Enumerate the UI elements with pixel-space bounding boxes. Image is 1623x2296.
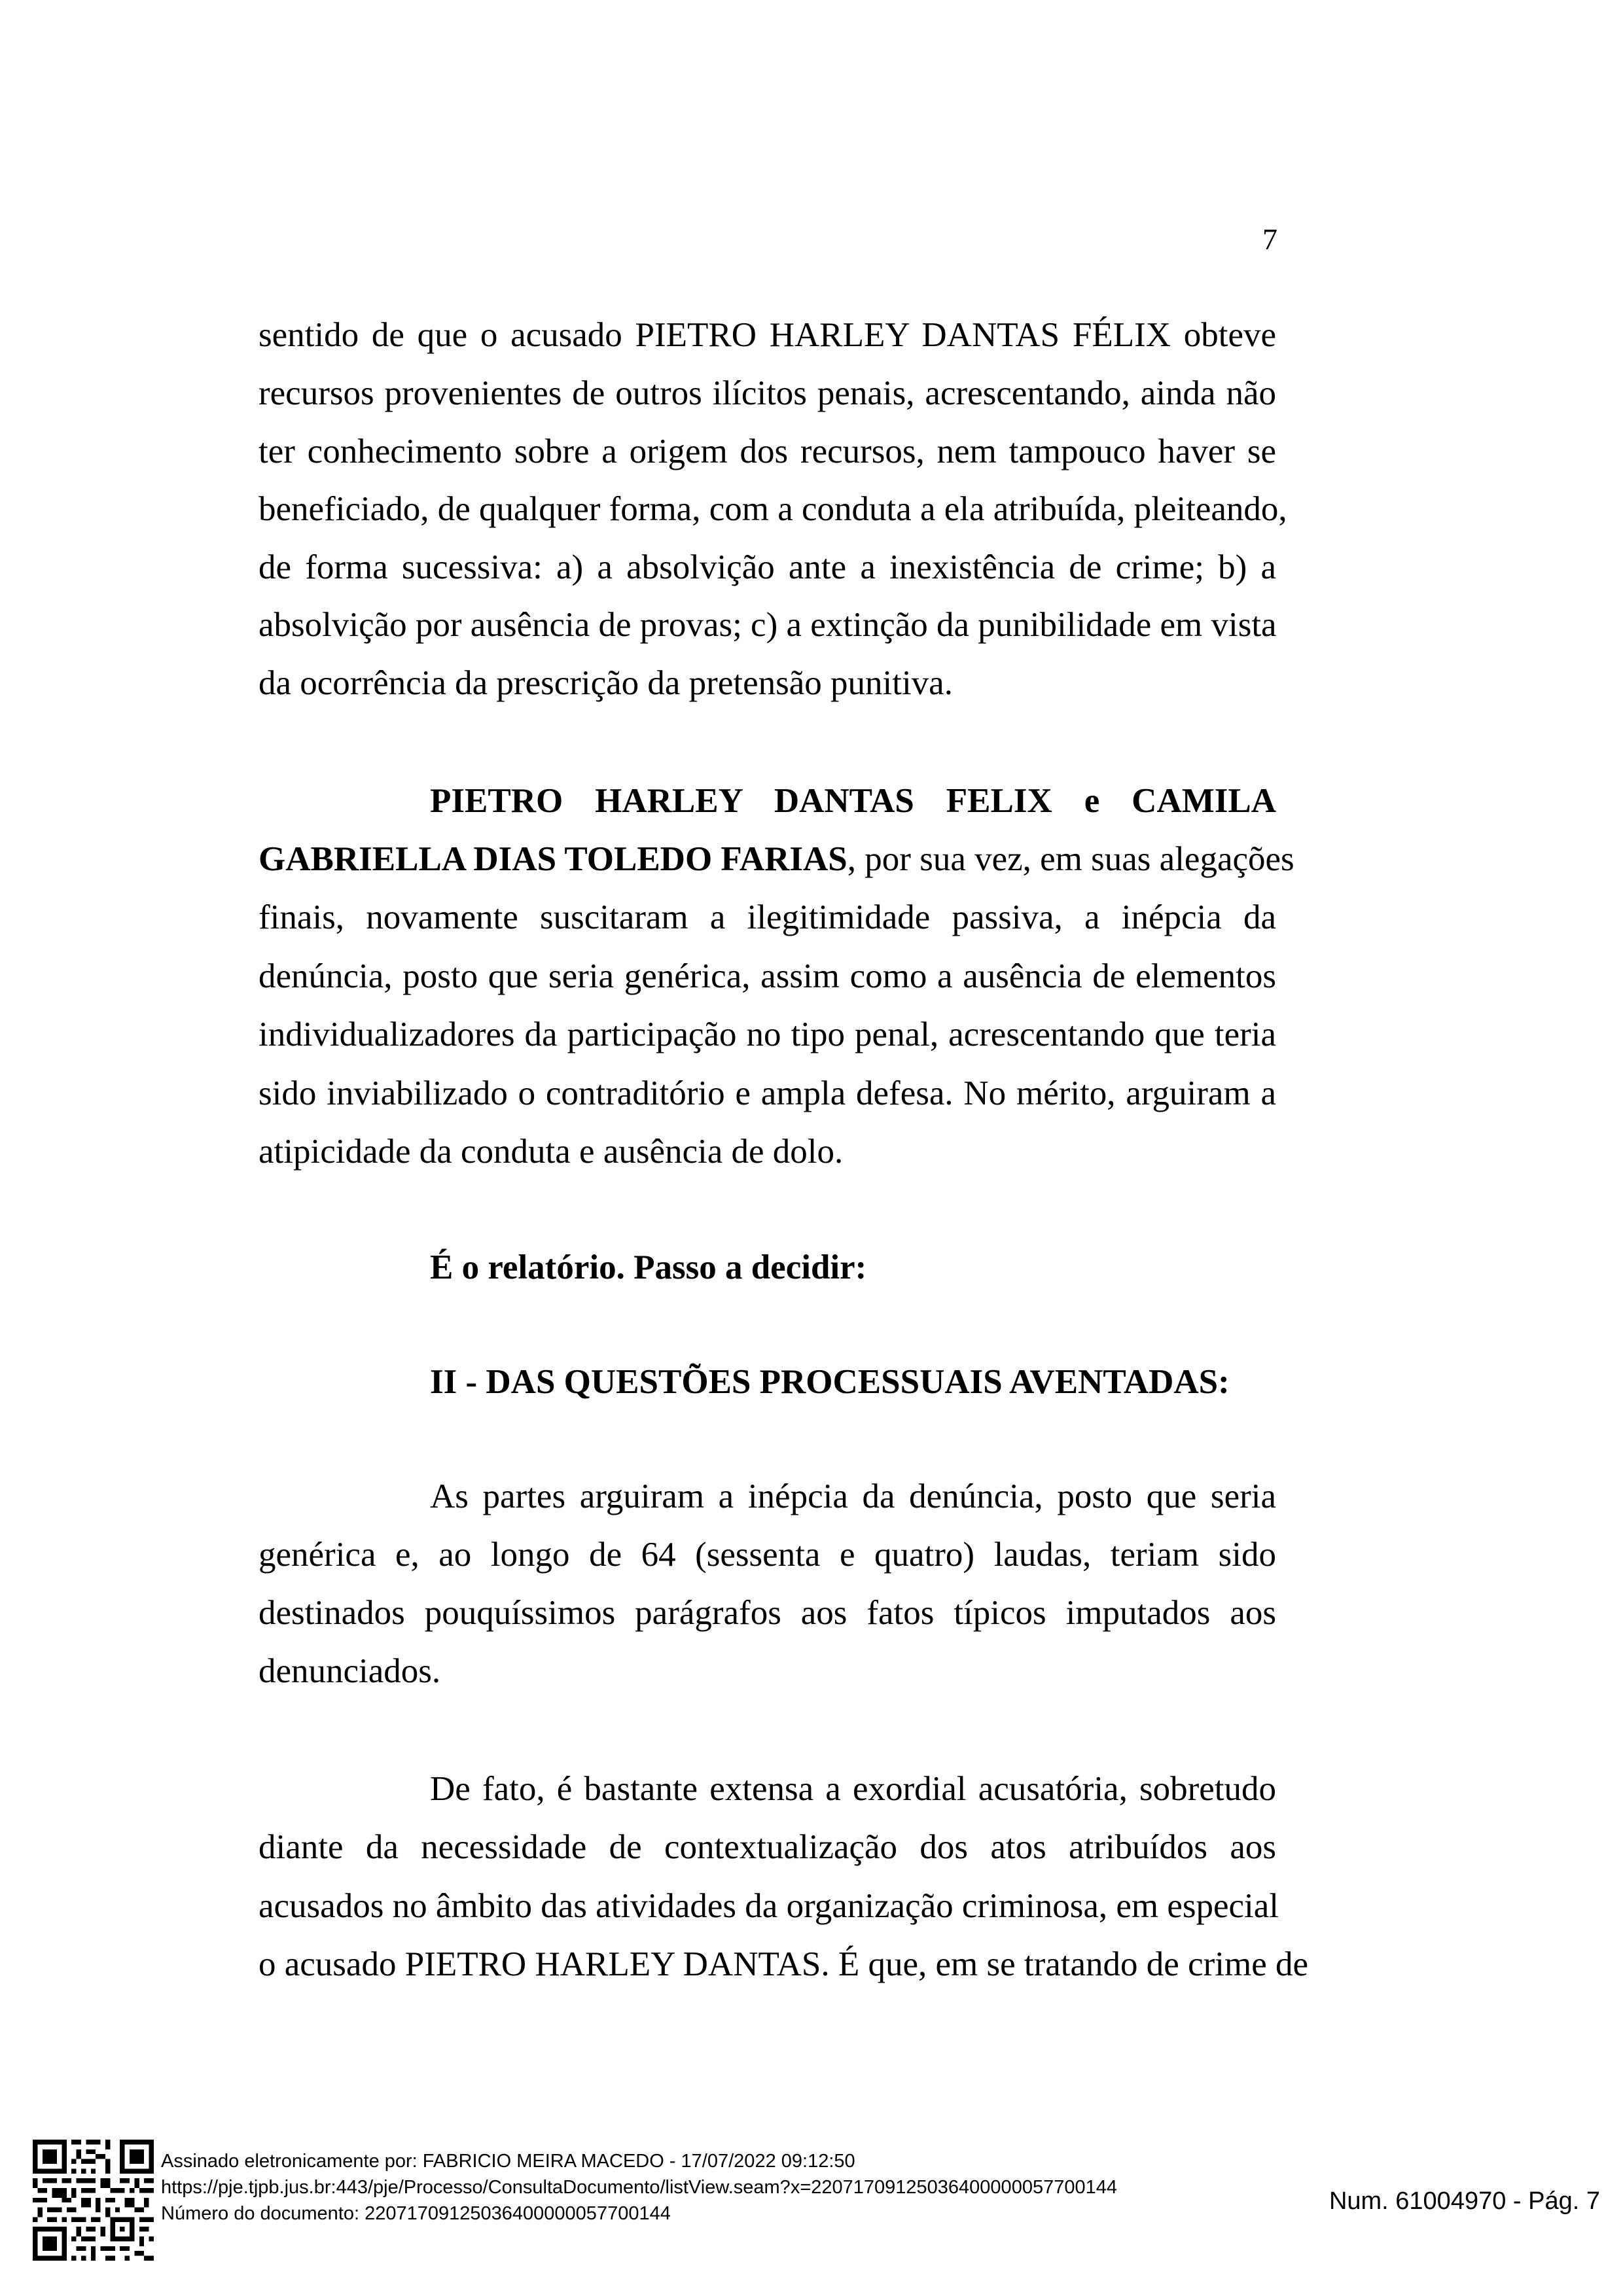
text-line: individualizadores da participação no tipo penal, acrescentando que teria	[259, 1016, 1276, 1053]
text-line: atipicidade da conduta e ausência de dolo.	[259, 1133, 844, 1171]
text-line-defendants-names: PIETRO HARLEY DANTAS FELIX e CAMILA	[430, 782, 1276, 820]
document-number-text: Número do documento: 22071709125036400000057700144	[161, 2203, 671, 2224]
page-reference: Num. 61004970 - Pág. 7	[1329, 2187, 1600, 2215]
text-line: o acusado PIETRO HARLEY DANTAS. É que, em se tratando de crime de	[259, 1945, 1309, 1983]
text-line: absolvição por ausência de provas; c) a extinção da punibilidade em vista	[259, 606, 1277, 644]
text-line: sentido de que o acusado PIETRO HARLEY DANTAS FÉLIX obteve	[259, 316, 1276, 354]
text-line: sido inviabilizado o contraditório e ampla defesa. No mérito, arguiram a	[259, 1074, 1276, 1112]
text-line: diante da necessidade de contextualização dos atos atribuídos aos	[259, 1828, 1276, 1866]
text-line: de forma sucessiva: a) a absolvição ante a inexistência de crime; b) a	[259, 548, 1276, 586]
text-line: denúncia, posto que seria genérica, assim como a ausência de elementos	[259, 957, 1276, 995]
text-line: ter conhecimento sobre a origem dos recursos, nem tampouco haver se	[259, 433, 1276, 470]
text-fragment: , por sua vez, em suas alegações	[847, 840, 1294, 878]
text-line	[259, 830, 1294, 889]
page-number: 7	[1262, 222, 1277, 256]
text-line: finais, novamente suscitaram a ilegitimidade passiva, a inépcia da	[259, 898, 1276, 936]
text-line: da ocorrência da prescrição da pretensão punitiva.	[259, 664, 953, 702]
text-line: acusados no âmbito das atividades da organização criminosa, em especial	[259, 1887, 1279, 1925]
qr-code-icon	[33, 2140, 154, 2261]
signed-by-text: Assinado eletronicamente por: FABRICIO MEIRA MACEDO - 17/07/2022 09:12:50	[161, 2151, 855, 2172]
defendant-name: GABRIELLA DIAS TOLEDO FARIAS	[259, 840, 847, 878]
text-line: destinados pouquíssimos parágrafos aos fatos típicos imputados aos	[259, 1594, 1276, 1632]
signature-block	[161, 2148, 1117, 2227]
report-closing-heading: É o relatório. Passo a decidir:	[430, 1248, 867, 1286]
text-line: As partes arguiram a inépcia da denúncia, posto que seria	[430, 1477, 1276, 1515]
text-line: De fato, é bastante extensa a exordial acusatória, sobretudo	[430, 1770, 1276, 1808]
section-heading: II - DAS QUESTÕES PROCESSUAIS AVENTADAS:	[430, 1363, 1230, 1401]
text-line: recursos provenientes de outros ilícitos penais, acrescentando, ainda não	[259, 374, 1276, 412]
text-line: beneficiado, de qualquer forma, com a conduta a ela atribuída, pleiteando,	[259, 490, 1287, 528]
text-line: genérica e, ao longo de 64 (sessenta e quatro) laudas, teriam sido	[259, 1536, 1276, 1574]
text-line: denunciados.	[259, 1652, 441, 1690]
document-url-link[interactable]: https://pje.tjpb.jus.br:443/pje/Processo/ConsultaDocumento/listView.seam?x=22071709125036400000057700144	[161, 2177, 1117, 2198]
